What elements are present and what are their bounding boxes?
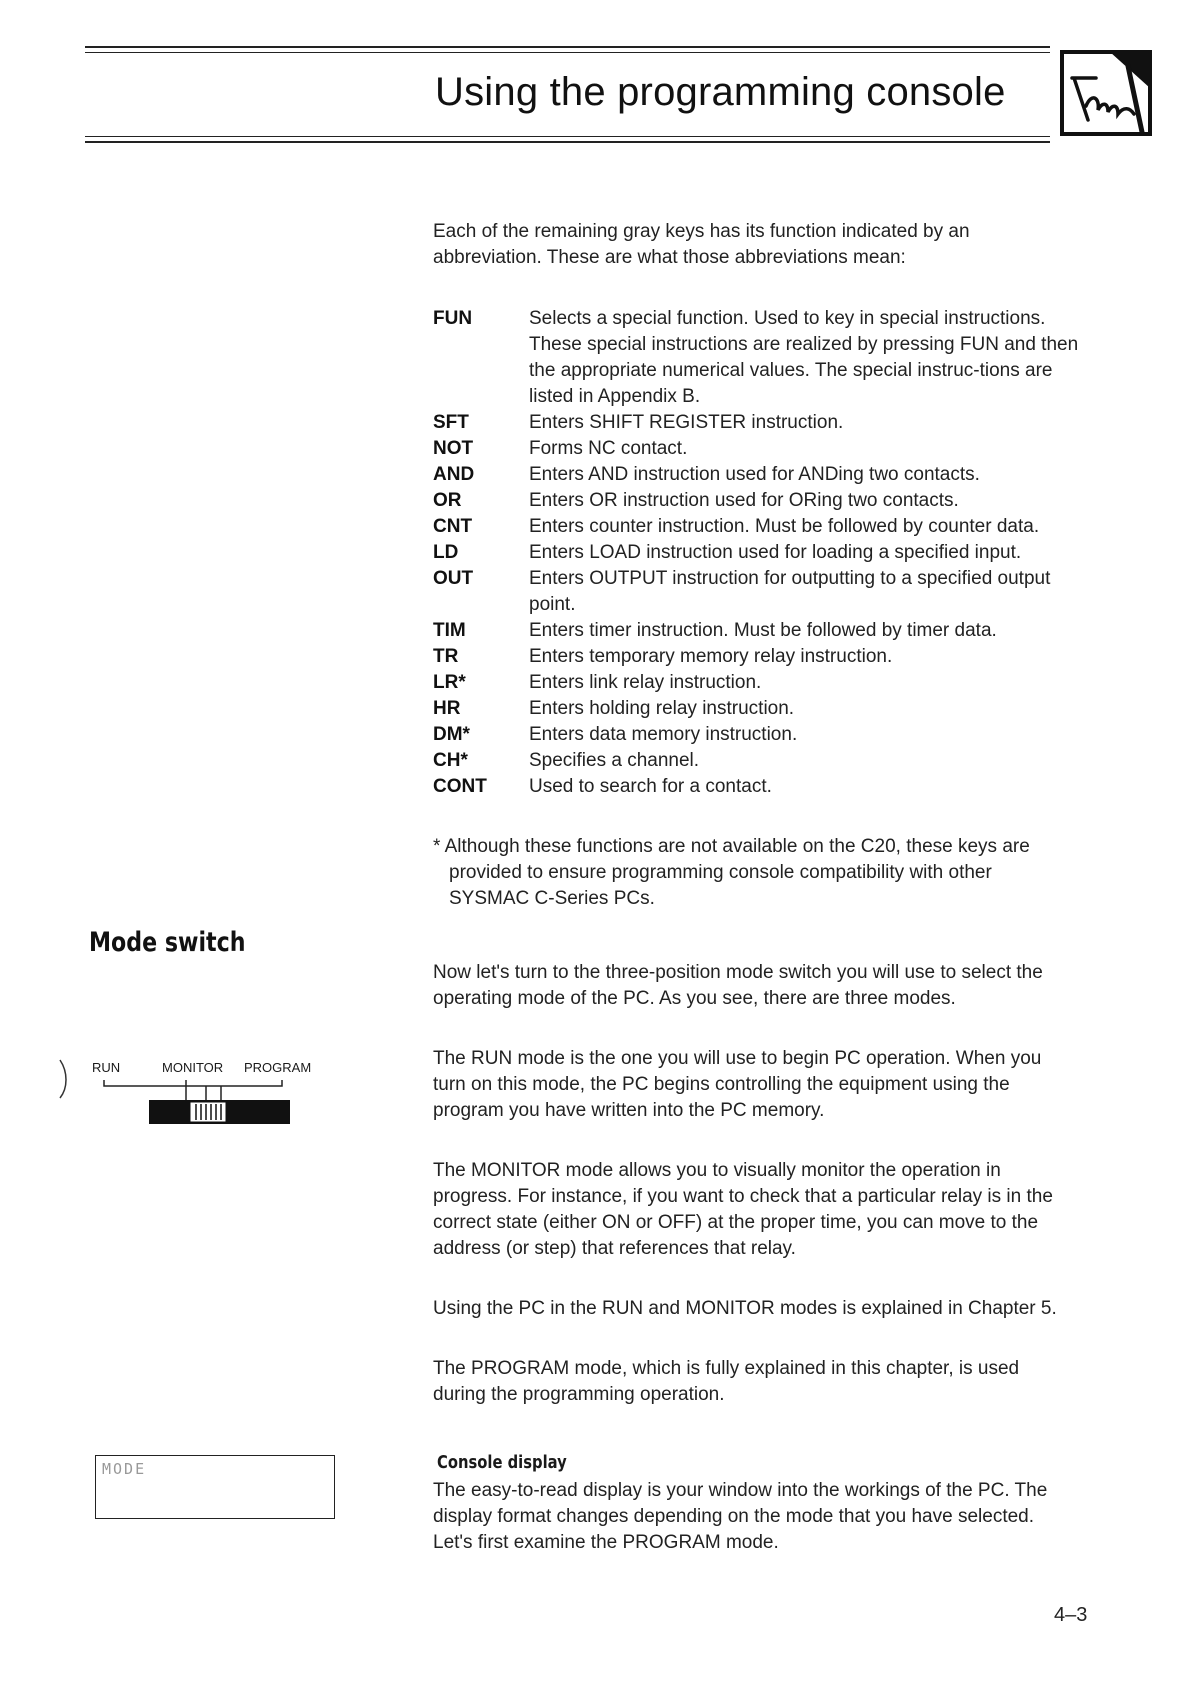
key-description: Enters SHIFT REGISTER instruction. — [529, 412, 844, 433]
console-display-heading-text: Console display — [437, 1452, 567, 1473]
key-description: Selects a special function. Used to key in special instructions. These special instructions are realized by pressing FUN and then the appropriate numerical values. The special instruc-tions are listed in Appendix B. — [529, 308, 1079, 407]
key-description: Enters LOAD instruction used for loading a specified input. — [529, 542, 1022, 563]
mode-switch-heading: Mode switch — [89, 927, 246, 958]
run-mode-paragraph: The RUN mode is the one you will use to begin PC operation. When you turn on this mode, the PC begins controlling the equipment using the program you have written into the PC memory. — [433, 1048, 1042, 1121]
page-number: 4–3 — [1054, 1604, 1088, 1626]
switch-label-program: PROGRAM — [244, 1060, 312, 1075]
header-rule-bottom-thick — [85, 141, 1050, 143]
key-definition-row — [433, 410, 1093, 436]
key-description: Enters timer instruction. Must be followed by timer data. — [529, 620, 997, 641]
key-abbreviation: SFT — [433, 412, 469, 433]
key-description: Enters AND instruction used for ANDing two contacts. — [529, 464, 980, 485]
key-definition-row — [433, 670, 1093, 696]
page-title: Using the programming console — [435, 70, 1006, 114]
key-definition-row — [433, 436, 1093, 462]
key-abbreviation: TIM — [433, 620, 466, 641]
hand-writing-icon — [1058, 48, 1154, 138]
key-abbreviation: DM* — [433, 724, 470, 745]
key-abbreviation: NOT — [433, 438, 474, 459]
key-description: Enters data memory instruction. — [529, 724, 798, 745]
key-abbreviation: OUT — [433, 568, 474, 589]
key-description: Specifies a channel. — [529, 750, 700, 771]
key-abbreviation: CNT — [433, 516, 473, 537]
header-rule-bottom — [85, 136, 1050, 137]
mode-switch-intro: Now let's turn to the three-position mode switch you will use to select the operating mode of the PC. As you see, there are three modes. — [433, 962, 1043, 1009]
key-definition-row — [433, 306, 1093, 410]
key-abbreviation: AND — [433, 464, 475, 485]
key-description: Enters temporary memory relay instruction. — [529, 646, 893, 667]
header-rule-top-thin — [85, 52, 1050, 53]
key-abbreviation: OR — [433, 490, 462, 511]
key-abbreviation: LD — [433, 542, 459, 563]
key-definition-row — [433, 540, 1093, 566]
key-description: Enters holding relay instruction. — [529, 698, 795, 719]
key-definition-row — [433, 462, 1093, 488]
header-rule-top — [85, 46, 1050, 48]
key-description: Enters OUTPUT instruction for outputting to a specified output point. — [529, 568, 1051, 615]
key-description: Enters link relay instruction. — [529, 672, 762, 693]
console-display-paragraph: The easy-to-read display is your window into the workings of the PC. The display format changes depending on the mode that you have selected. Let's first examine the PROGRAM mode. — [433, 1480, 1048, 1553]
switch-label-monitor: MONITOR — [162, 1060, 224, 1075]
key-abbreviation: LR* — [433, 672, 466, 693]
intro-paragraph: Each of the remaining gray keys has its function indicated by an abbreviation. These are what those abbreviations mean: — [433, 221, 970, 268]
key-definition-row — [433, 722, 1093, 748]
run-monitor-reference: Using the PC in the RUN and MONITOR modes is explained in Chapter 5. — [433, 1298, 1057, 1319]
key-abbreviation: CH* — [433, 750, 468, 771]
console-screen-text: MODE — [102, 1460, 147, 1478]
console-display-heading — [437, 1452, 595, 1473]
key-description: Enters OR instruction used for ORing two contacts. — [529, 490, 959, 511]
console-display-screen — [95, 1455, 335, 1519]
key-description: Enters counter instruction. Must be followed by counter data. — [529, 516, 1040, 537]
key-description: Forms NC contact. — [529, 438, 688, 459]
key-definition-row — [433, 488, 1093, 514]
key-description: Used to search for a contact. — [529, 776, 772, 797]
key-definition-row — [433, 566, 1093, 618]
key-definition-list — [433, 306, 1093, 800]
key-abbreviation: CONT — [433, 776, 487, 797]
key-definition-row — [433, 618, 1093, 644]
key-definition-row — [433, 696, 1093, 722]
key-definition-row — [433, 644, 1093, 670]
footnote: * Although these functions are not available on the C20, these keys are provided to ensure programming console compatibility with other SYSMAC C-Series PCs. — [433, 836, 1030, 909]
monitor-mode-paragraph: The MONITOR mode allows you to visually monitor the operation in progress. For instance, if you want to check that a particular relay is in the correct state (either ON or OFF) at the proper time, you can move to the address (or step) that references that relay. — [433, 1160, 1053, 1259]
key-abbreviation: TR — [433, 646, 459, 667]
key-definition-row — [433, 514, 1093, 540]
key-definition-row — [433, 774, 1093, 800]
switch-label-run: RUN — [92, 1060, 121, 1075]
key-abbreviation: FUN — [433, 308, 473, 329]
program-mode-paragraph: The PROGRAM mode, which is fully explained in this chapter, is used during the programming operation. — [433, 1358, 1020, 1405]
mode-switch-diagram — [56, 1058, 336, 1158]
key-definition-row — [433, 748, 1093, 774]
key-abbreviation: HR — [433, 698, 461, 719]
